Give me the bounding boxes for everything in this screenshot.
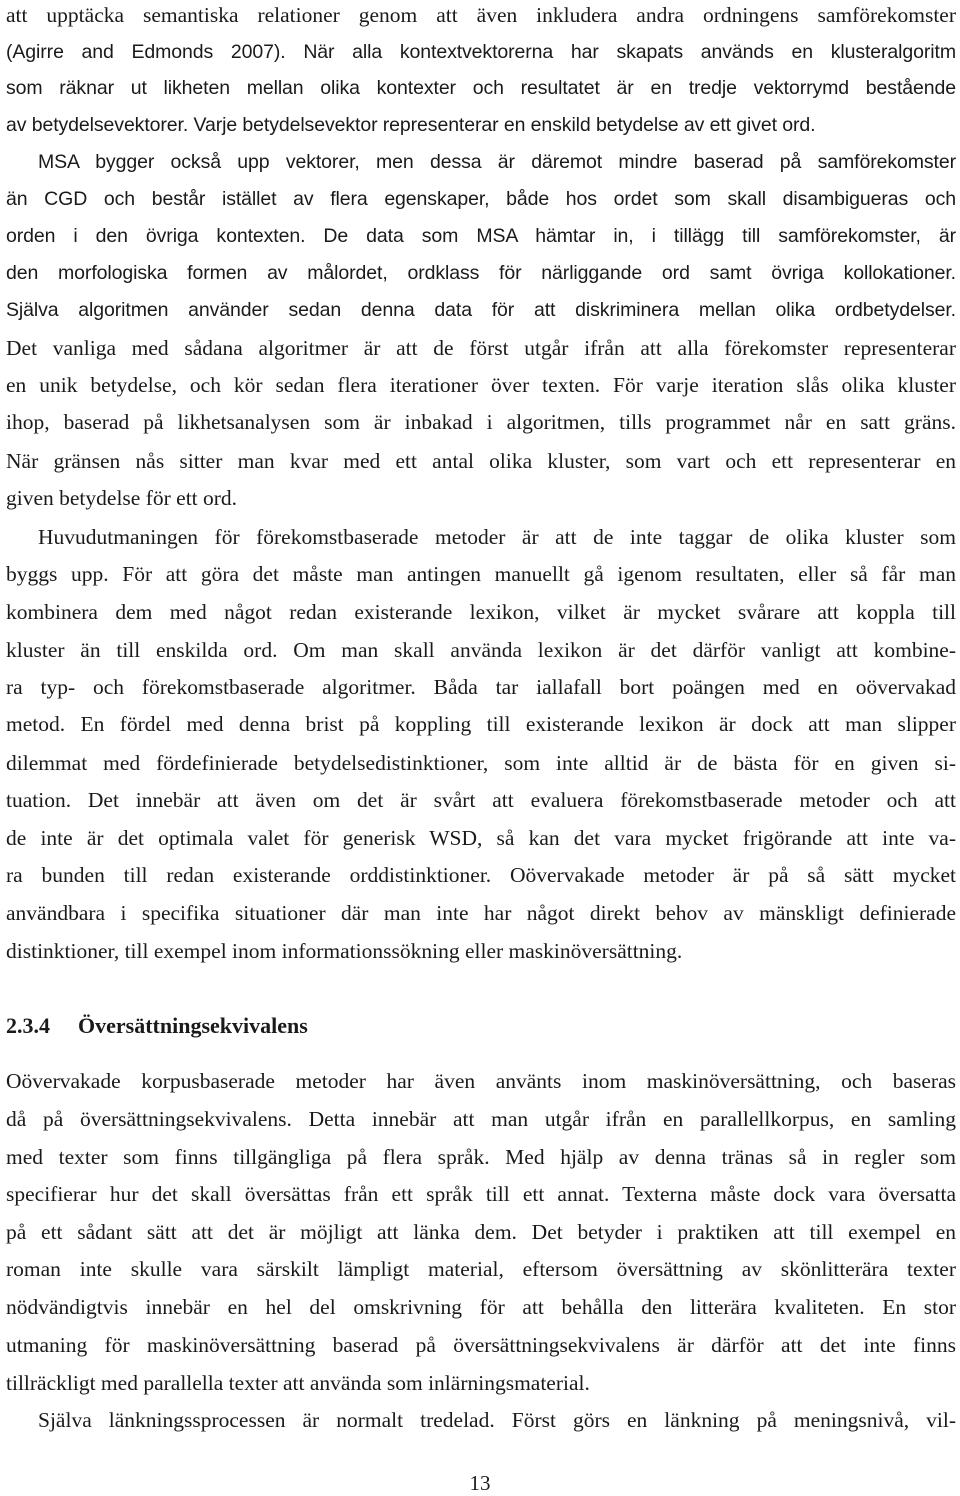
section-title: Översättningsekvivalens <box>78 1013 308 1038</box>
text-line: kluster än till enskilda ord. Om man skall använda lexikon är det därför vanligt att kombine- <box>6 638 956 662</box>
text-line: då på översättningsekvivalens. Detta innebär att man utgår ifrån en parallellkorpus, en samling <box>6 1107 956 1131</box>
text-line: en unik betydelse, och kör sedan flera iterationer över texten. För varje iteration slås olika kluster <box>6 373 956 397</box>
text-line: orden i den övriga kontexten. De data som MSA hämtar in, i tillägg till samförekomster, är <box>6 225 956 247</box>
text-line: (Agirre and Edmonds 2007). När alla kontextvektorerna har skapats används en klusteralgoritm <box>6 41 956 63</box>
text-line: som räknar ut likheten mellan olika kontexter och resultatet är en tredje vektorrymd bestående <box>6 77 956 99</box>
text-line: de inte är det optimala valet för generisk WSD, så kan det vara mycket frigörande att inte va- <box>6 826 956 850</box>
section-heading <box>6 1010 308 1042</box>
text-line: nödvändigtvis innebär en hel del omskrivning för att behålla den litterära kvaliteten. En stor <box>6 1295 956 1319</box>
text-line: tuation. Det innebär att även om det är svårt att evaluera förekomstbaserade metoder och att <box>6 788 956 812</box>
text-line: användbara i specifika situationer där man inte har något direkt behov av mänskligt definierade <box>6 901 956 925</box>
text-line: med texter som finns tillgängliga på flera språk. Med hjälp av denna tränas så in regler som <box>6 1145 956 1169</box>
text-line: distinktioner, till exempel inom informationssökning eller maskinöversättning. <box>6 939 683 963</box>
text-line: metod. En fördel med denna brist på koppling till existerande lexikon är dock att man slipper <box>6 712 956 736</box>
text-line: Själva länkningssprocessen är normalt tredelad. Först görs en länkning på meningsnivå, vil- <box>38 1408 956 1432</box>
text-line: dilemmat med fördefinierade betydelsedistinktioner, som inte alltid är de bästa för en given si- <box>6 751 956 775</box>
text-line: kombinera dem med något redan existerande lexikon, vilket är mycket svårare att koppla till <box>6 600 956 624</box>
text-line: specifierar hur det skall översättas från ett språk till ett annat. Texterna måste dock vara översatta <box>6 1182 956 1206</box>
text-line: Oövervakade korpusbaserade metoder har även använts inom maskinöversättning, och baseras <box>6 1069 956 1093</box>
text-line: När gränsen nås sitter man kvar med ett antal olika kluster, som vart och ett representerar en <box>6 449 956 473</box>
text-line: ra typ- och förekomstbaserade algoritmer. Båda tar iallafall bort poängen med en oövervakad <box>6 675 956 699</box>
text-line: att upptäcka semantiska relationer genom att även inkludera andra ordningens samförekomster <box>6 3 956 27</box>
text-line: byggs upp. För att göra det måste man antingen manuellt gå igenom resultaten, eller så får man <box>6 562 956 586</box>
text-line: av betydelsevektorer. Varje betydelsevektor representerar en enskild betydelse av ett givet ord. <box>6 114 816 136</box>
text-line: ihop, baserad på likhetsanalysen som är inbakad i algoritmen, tills programmet når en satt gräns. <box>6 410 956 434</box>
text-line: tillräckligt med parallella texter att använda som inlärningsmaterial. <box>6 1371 590 1395</box>
text-line: än CGD och består istället av flera egenskaper, både hos ordet som skall disambigueras och <box>6 188 956 210</box>
page-number: 13 <box>469 1471 491 1495</box>
section-number: 2.3.4 <box>6 1013 50 1038</box>
text-line: given betydelse för ett ord. <box>6 486 238 510</box>
text-line: Själva algoritmen använder sedan denna data för att diskriminera mellan olika ordbetydelser. <box>6 299 956 321</box>
text-line: roman inte skulle vara särskilt lämpligt material, eftersom översättning av skönlitterära texter <box>6 1257 956 1281</box>
text-line: Det vanliga med sådana algoritmer är att de först utgår ifrån att alla förekomster representerar <box>6 336 956 360</box>
text-line: ra bunden till redan existerande orddistinktioner. Oövervakade metoder är på så sätt mycket <box>6 863 956 887</box>
text-line: utmaning för maskinöversättning baserad på översättningsekvivalens är därför att det inte finns <box>6 1333 956 1357</box>
text-line: Huvudutmaningen för förekomstbaserade metoder är att de inte taggar de olika kluster som <box>38 525 956 549</box>
text-line: den morfologiska formen av målordet, ordklass för närliggande ord samt övriga kollokationer. <box>6 262 956 284</box>
text-line: på ett sådant sätt att det är möjligt att länka dem. Det betyder i praktiken att till exempel en <box>6 1220 956 1244</box>
text-line: MSA bygger också upp vektorer, men dessa är däremot mindre baserad på samförekomster <box>38 151 956 173</box>
